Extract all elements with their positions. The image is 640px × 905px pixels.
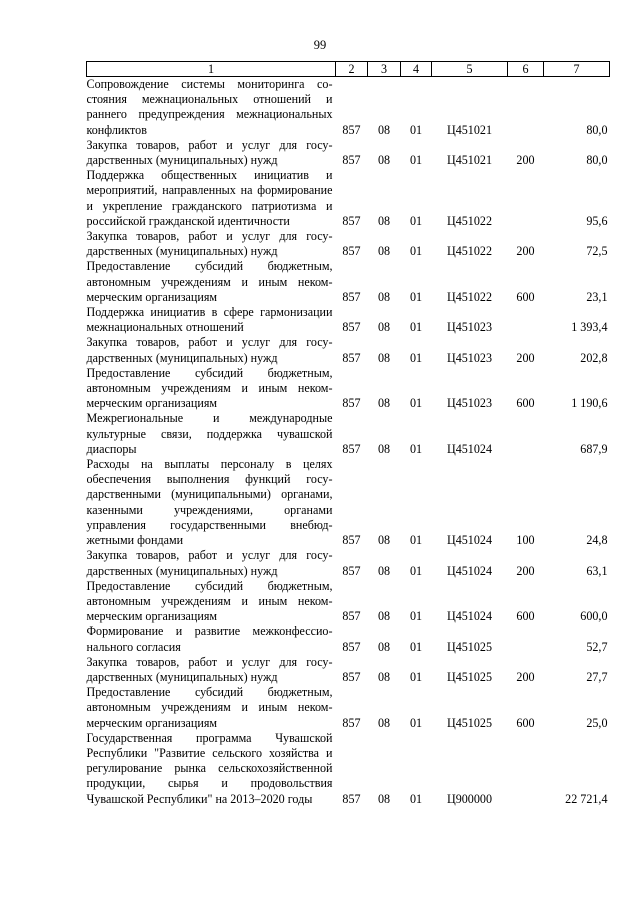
table-row [87, 335, 610, 365]
column-header-3: 3 [368, 62, 401, 77]
row-section: 08 [377, 791, 391, 806]
row-amount: 80,0 [586, 122, 608, 137]
row-expense-type [508, 168, 544, 229]
row-description: Формирование и развитие межконфессионального согласия [86, 624, 333, 654]
row-expense-type: 200 [516, 153, 535, 168]
row-description: Закупка товаров, работ и услуг для государственных (муниципальных) нужд [86, 229, 333, 259]
row-expense-type [508, 305, 544, 335]
row-target-article: Ц451025 [446, 669, 492, 684]
row-target-article: Ц451022 [446, 289, 492, 304]
row-section: 08 [377, 533, 391, 548]
row-target-article: Ц451023 [446, 396, 492, 411]
row-subsection: 01 [409, 715, 423, 730]
row-subsection: 01 [409, 669, 423, 684]
row-amount: 202,8 [580, 350, 608, 365]
row-amount: 687,9 [580, 441, 608, 456]
table-row [87, 259, 610, 305]
row-subsection: 01 [409, 441, 423, 456]
row-amount: 600,0 [580, 609, 608, 624]
row-section: 08 [377, 441, 391, 456]
row-expense-type: 200 [516, 244, 535, 259]
row-target-article: Ц900000 [446, 791, 492, 806]
column-header-6: 6 [508, 62, 544, 77]
row-amount: 95,6 [586, 213, 608, 228]
row-section: 08 [377, 320, 391, 335]
row-code-ministry: 857 [342, 533, 361, 548]
row-expense-type: 600 [516, 715, 535, 730]
row-amount: 52,7 [586, 639, 608, 654]
row-subsection: 01 [409, 213, 423, 228]
row-target-article: Ц451024 [446, 563, 492, 578]
row-expense-type [508, 411, 544, 457]
page-number: 99 [313, 38, 327, 52]
row-description: Поддержка общественных инициатив и мероприятий, направленных на формирование и укрепление гражданского патриотизма и российской гражданской идентичности [86, 168, 333, 228]
column-header-5: 5 [432, 62, 508, 77]
row-target-article: Ц451025 [446, 715, 492, 730]
row-target-article: Ц451021 [446, 122, 492, 137]
row-expense-type: 600 [516, 609, 535, 624]
row-description: Закупка товаров, работ и услуг для государственных (муниципальных) нужд [86, 335, 333, 365]
column-header-2: 2 [336, 62, 368, 77]
row-description: Межрегиональные и международные культурные связи, поддержка чувашской диаспоры [86, 411, 333, 456]
row-description: Предоставление субсидий бюджетным, автономным учреждениям и иным некоммерческим организациям [86, 365, 333, 411]
row-target-article: Ц451023 [446, 350, 492, 365]
row-expense-type: 200 [516, 669, 535, 684]
row-code-ministry: 857 [342, 669, 361, 684]
budget-table [86, 61, 610, 807]
row-expense-type: 100 [516, 533, 535, 548]
row-subsection: 01 [409, 350, 423, 365]
table-header-row [87, 62, 610, 77]
table-row [87, 229, 610, 259]
row-section: 08 [377, 244, 391, 259]
row-section: 08 [377, 122, 391, 137]
row-target-article: Ц451023 [446, 320, 492, 335]
row-code-ministry: 857 [342, 396, 361, 411]
table-row [87, 77, 610, 138]
table-row [87, 168, 610, 229]
row-description: Закупка товаров, работ и услуг для государственных (муниципальных) нужд [86, 654, 333, 684]
row-subsection: 01 [409, 244, 423, 259]
table-row [87, 366, 610, 412]
row-target-article: Ц451025 [446, 639, 492, 654]
row-code-ministry: 857 [342, 609, 361, 624]
row-code-ministry: 857 [342, 441, 361, 456]
row-description: Предоставление субсидий бюджетным, автономным учреждениям и иным некоммерческим организациям [86, 259, 333, 304]
row-amount: 22 721,4 [565, 791, 608, 806]
row-amount: 1 190,6 [571, 396, 608, 411]
row-amount: 27,7 [586, 669, 608, 684]
row-subsection: 01 [409, 289, 423, 304]
row-section: 08 [377, 563, 391, 578]
row-target-article: Ц451024 [446, 609, 492, 624]
row-description: Закупка товаров, работ и услуг для государственных (муниципальных) нужд [86, 137, 333, 168]
table-row [87, 138, 610, 168]
column-header-7: 7 [544, 62, 610, 77]
row-target-article: Ц451024 [446, 533, 492, 548]
table-row [87, 457, 610, 548]
table-row [87, 411, 610, 457]
row-section: 08 [377, 396, 391, 411]
row-amount: 63,1 [586, 563, 608, 578]
row-amount: 25,0 [586, 715, 608, 730]
row-section: 08 [377, 715, 391, 730]
row-target-article: Ц451022 [446, 213, 492, 228]
row-subsection: 01 [409, 791, 423, 806]
row-description: Расходы на выплаты персоналу в целях обеспечения выполнения функций государственными (муниципальными) органами, казенными учреждениями, органами управления государственными внебюджетными фондами [86, 457, 333, 548]
row-target-article: Ц451024 [446, 441, 492, 456]
row-section: 08 [377, 350, 391, 365]
row-code-ministry: 857 [342, 350, 361, 365]
table-row [87, 731, 610, 807]
row-expense-type: 200 [516, 350, 535, 365]
row-description: Сопровождение системы мониторинга состояния межнациональных отношений и раннего предупреждения межнациональных конфликтов [86, 77, 333, 137]
row-description: Государственная программа Чувашской Республики "Развитие сельского хозяйства и регулирование рынка сельскохозяйственной продукции, сырья и продовольствия Чувашской Республики" на 2013–2020 годы [86, 730, 333, 806]
row-code-ministry: 857 [342, 289, 361, 304]
row-code-ministry: 857 [342, 563, 361, 578]
row-amount: 72,5 [586, 244, 608, 259]
row-subsection: 01 [409, 153, 423, 168]
table-row [87, 548, 610, 578]
row-section: 08 [377, 609, 391, 624]
row-description: Предоставление субсидий бюджетным, автономным учреждениям и иным некоммерческим организациям [86, 578, 333, 624]
row-subsection: 01 [409, 563, 423, 578]
row-target-article: Ц451022 [446, 244, 492, 259]
row-expense-type [508, 624, 544, 654]
row-subsection: 01 [409, 609, 423, 624]
column-header-4: 4 [401, 62, 432, 77]
row-expense-type: 200 [516, 563, 535, 578]
row-description: Поддержка инициатив в сфере гармонизации межнациональных отношений [86, 305, 333, 335]
row-description: Предоставление субсидий бюджетным, автономным учреждениям и иным некоммерческим организациям [86, 685, 333, 730]
table-row [87, 655, 610, 685]
row-section: 08 [377, 153, 391, 168]
row-code-ministry: 857 [342, 213, 361, 228]
row-section: 08 [377, 639, 391, 654]
row-expense-type [508, 731, 544, 807]
row-code-ministry: 857 [342, 639, 361, 654]
row-section: 08 [377, 213, 391, 228]
table-row [87, 579, 610, 625]
row-expense-type: 600 [516, 289, 535, 304]
row-subsection: 01 [409, 533, 423, 548]
table-row [87, 624, 610, 654]
row-subsection: 01 [409, 320, 423, 335]
row-description: Закупка товаров, работ и услуг для государственных (муниципальных) нужд [86, 548, 333, 578]
row-target-article: Ц451021 [446, 153, 492, 168]
table-row [87, 305, 610, 335]
row-section: 08 [377, 669, 391, 684]
row-section: 08 [377, 289, 391, 304]
row-subsection: 01 [409, 122, 423, 137]
table-row [87, 685, 610, 731]
column-header-1: 1 [87, 62, 336, 77]
row-code-ministry: 857 [342, 244, 361, 259]
row-code-ministry: 857 [342, 791, 361, 806]
row-code-ministry: 857 [342, 715, 361, 730]
row-amount: 24,8 [586, 533, 608, 548]
row-code-ministry: 857 [342, 122, 361, 137]
row-expense-type: 600 [516, 396, 535, 411]
row-code-ministry: 857 [342, 153, 361, 168]
row-amount: 1 393,4 [571, 320, 608, 335]
row-amount: 80,0 [586, 153, 608, 168]
row-expense-type [508, 77, 544, 138]
row-subsection: 01 [409, 639, 423, 654]
row-amount: 23,1 [586, 289, 608, 304]
row-code-ministry: 857 [342, 320, 361, 335]
row-subsection: 01 [409, 396, 423, 411]
